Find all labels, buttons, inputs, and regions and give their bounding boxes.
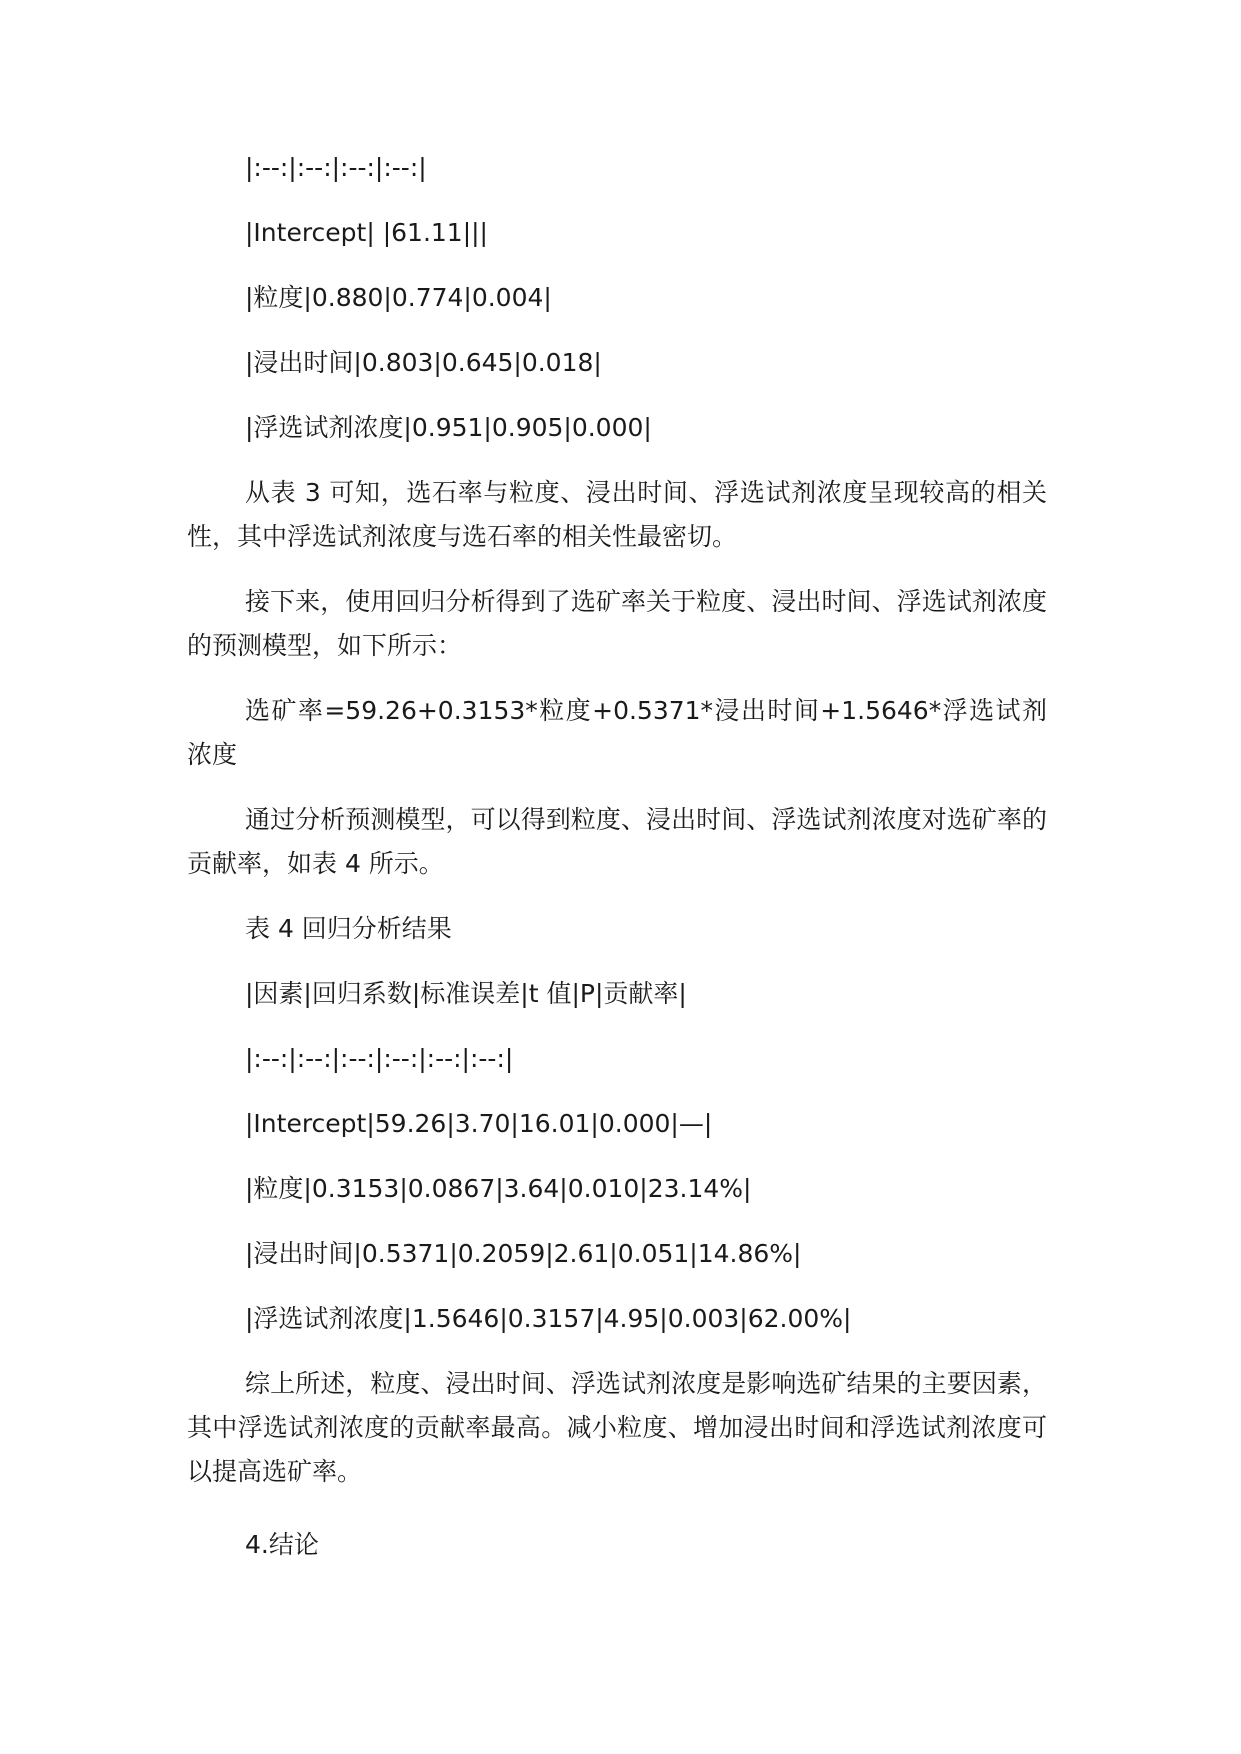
paragraph-summary: 综上所述，粒度、浸出时间、浮选试剂浓度是影响选矿结果的主要因素，其中浮选试剂浓度的贡献率最高。减小粒度、增加浸出时间和浮选试剂浓度可以提高选矿率。: [187, 1369, 1047, 1486]
table4-row-particle-size: |粒度|0.3153|0.0867|3.64|0.010|23.14%|: [245, 1174, 752, 1203]
section-heading-conclusion: 4.结论: [245, 1530, 319, 1559]
table3-row-reagent-concentration: |浮选试剂浓度|0.951|0.905|0.000|: [245, 413, 652, 442]
table4-caption: 表 4 回归分析结果: [245, 914, 452, 943]
table4-row-intercept: |Intercept|59.26|3.70|16.01|0.000|—|: [245, 1109, 713, 1138]
table4-row-reagent-concentration: |浮选试剂浓度|1.5646|0.3157|4.95|0.003|62.00%|: [245, 1304, 852, 1333]
table4-header-row: |因素|回归系数|标准误差|t 值|P|贡献率|: [245, 979, 687, 1008]
table4-row-leaching-time: |浸出时间|0.5371|0.2059|2.61|0.051|14.86%|: [245, 1239, 802, 1268]
table3-separator-row: |:--:|:--:|:--:|:--:|: [245, 153, 427, 182]
table3-row-leaching-time: |浸出时间|0.803|0.645|0.018|: [245, 348, 602, 377]
table3-row-intercept: |Intercept| |61.11|||: [245, 218, 488, 247]
paragraph-regression-intro: 接下来，使用回归分析得到了选矿率关于粒度、浸出时间、浮选试剂浓度的预测模型，如下所示：: [187, 587, 1047, 660]
table4-separator-row: |:--:|:--:|:--:|:--:|:--:|:--:|: [245, 1044, 514, 1073]
paragraph-table3-conclusion: 从表 3 可知，选石率与粒度、浸出时间、浮选试剂浓度呈现较高的相关性，其中浮选试剂浓度与选石率的相关性最密切。: [187, 478, 1047, 551]
document-body: [187, 146, 1047, 1588]
table3-row-particle-size: |粒度|0.880|0.774|0.004|: [245, 283, 552, 312]
paragraph-contribution-intro: 通过分析预测模型，可以得到粒度、浸出时间、浮选试剂浓度对选矿率的贡献率，如表 4 所示。: [187, 805, 1047, 878]
paragraph-regression-formula: 选矿率=59.26+0.3153*粒度+0.5371*浸出时间+1.5646*浮选试剂浓度: [187, 696, 1047, 769]
spacer: [187, 1515, 1047, 1523]
